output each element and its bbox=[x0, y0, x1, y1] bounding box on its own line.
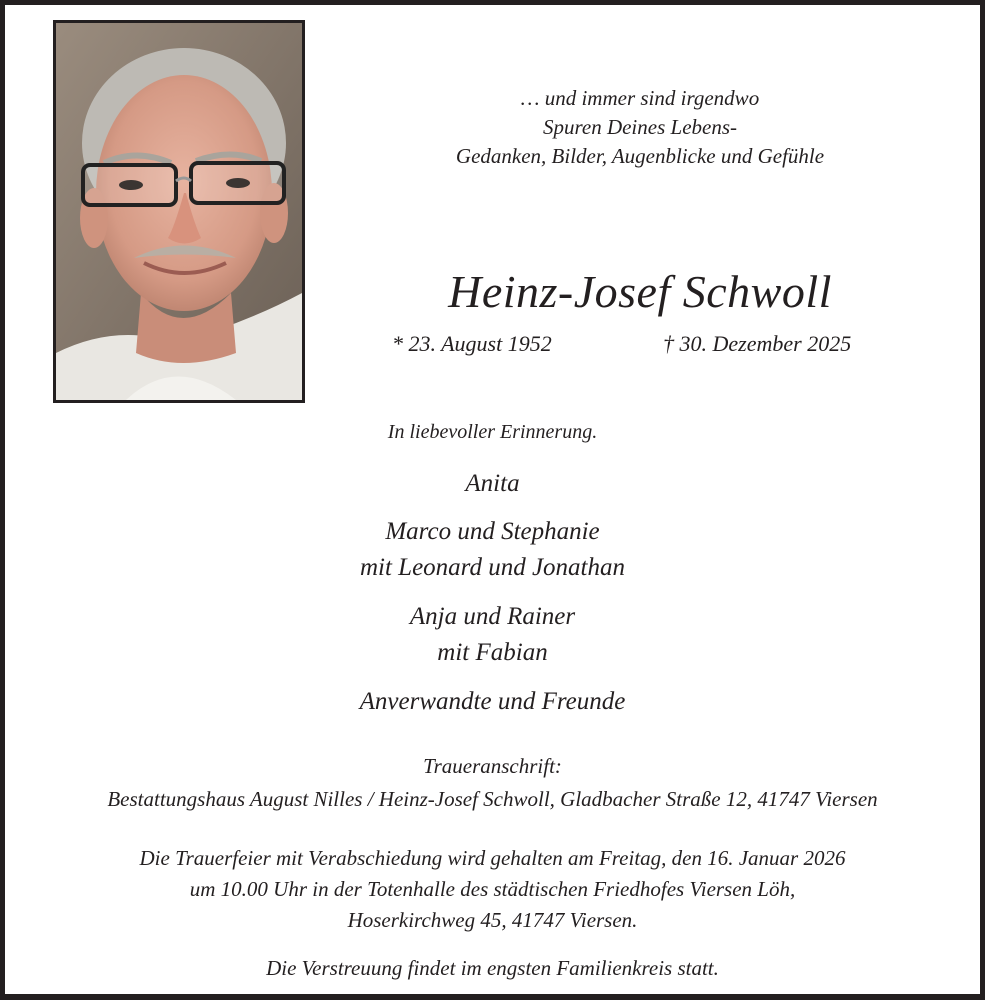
address-label: Traueranschrift: bbox=[423, 754, 562, 778]
birth-date: * 23. August 1952 bbox=[392, 331, 552, 356]
portrait-image-icon bbox=[56, 23, 302, 400]
remembrance-intro: In liebevoller Erinnerung. bbox=[387, 421, 598, 443]
mourner-line: mit Fabian bbox=[437, 639, 548, 666]
mourner-group bbox=[200, 684, 785, 720]
verse-line: Spuren Deines Lebens- bbox=[542, 115, 737, 139]
deceased-name: Heinz-Josef Schwoll bbox=[448, 266, 832, 317]
ceremony-line: Hoserkirchweg 45, 41747 Viersen. bbox=[347, 908, 638, 932]
ceremony-line: um 10.00 Uhr in der Totenhalle des städtischen Friedhofes Viersen Löh, bbox=[189, 877, 796, 901]
death-date: † 30. Dezember 2025 bbox=[663, 331, 852, 356]
ceremony-line: Die Trauerfeier mit Verabschiedung wird gehalten am Freitag, den 16. Januar 2026 bbox=[139, 846, 846, 870]
memorial-verse bbox=[360, 84, 920, 171]
mourner-group bbox=[200, 466, 785, 502]
scattering-note: Die Verstreuung findet im engsten Familienkreis statt. bbox=[266, 956, 719, 980]
mourner-line: Anja und Rainer bbox=[409, 603, 576, 630]
mourner-line: Anita bbox=[465, 470, 520, 497]
mourner-group bbox=[200, 514, 785, 586]
ceremony-info bbox=[0, 843, 985, 936]
portrait-photo bbox=[53, 20, 305, 403]
mourner-line: Anverwandte und Freunde bbox=[359, 688, 626, 715]
mourner-line: Marco und Stephanie bbox=[385, 518, 600, 545]
mourning-address: Bestattungshaus August Nilles / Heinz-Josef Schwoll, Gladbacher Straße 12, 41747 Viersen bbox=[107, 787, 878, 811]
verse-line: Gedanken, Bilder, Augenblicke und Gefühle bbox=[455, 144, 825, 168]
mourner-group bbox=[200, 599, 785, 671]
verse-line: … und immer sind irgendwo bbox=[520, 86, 760, 110]
mourner-line: mit Leonard und Jonathan bbox=[359, 554, 626, 581]
